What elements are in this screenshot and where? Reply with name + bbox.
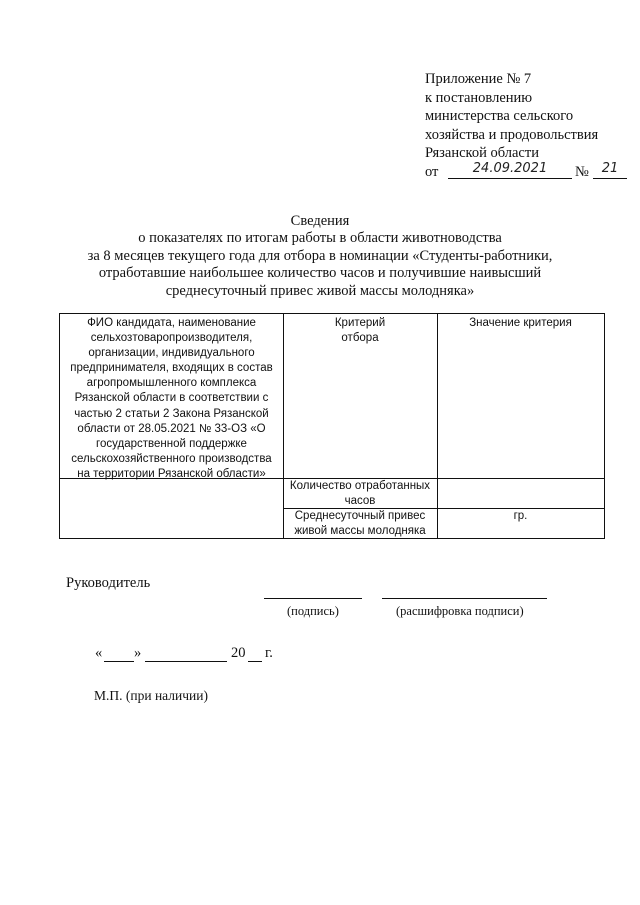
title-heading: Сведения [290,213,350,229]
appendix-line: Рязанской области [425,145,539,162]
value-daily-weight-gain: гр. [513,510,528,522]
decoding-caption: (расшифровка подписи) [396,604,524,618]
title-line: среднесуточный привес живой массы молодняка» [165,282,475,299]
header-line: Рязанской области в соответствии с [74,392,269,405]
title-line: отработавшие наибольшее количество часов и получившие наивысший [98,265,542,282]
date-prefix: от [425,163,439,180]
appendix-line: министерства сельского [425,108,574,125]
header-line: области от 28.05.2021 № 33-ОЗ «О [77,422,266,435]
resolution-number: 21 [593,160,627,179]
header-criterion [283,316,437,346]
month-blank [145,661,227,662]
criterion-hours-worked [283,479,437,509]
criterion-line: живой массы молодняка [294,525,426,538]
header-line: сельскохозяйственного производства [71,452,272,465]
header-line: Критерий [334,317,386,329]
appendix-line: хозяйства и продовольствия [425,126,599,143]
resolution-date: 24.09.2021 [448,160,572,179]
header-line: ФИО кандидата, наименование [87,317,256,329]
signature-caption: (подпись) [287,604,339,618]
criterion-line: Количество отработанных [289,480,431,492]
criterion-line: Среднесуточный привес [294,510,426,522]
decoding-line [382,598,547,599]
table-divider [437,314,438,538]
header-line: организации, индивидуального [88,347,255,360]
header-line: государственной поддержке [96,437,247,450]
day-blank [104,661,134,662]
appendix-title: Приложение № 7 [425,71,532,87]
title-line: о показателях по итогам работы в области животноводства [138,230,502,247]
year-blank [248,661,262,662]
date-open-quote: « [95,645,103,661]
head-label: Руководитель [66,575,151,591]
header-line: агропромышленного комплекса [86,377,257,390]
title-line: за 8 месяцев текущего года для отбора в номинации «Студенты-работники, [87,247,553,264]
year-suffix: г. [265,645,273,661]
stamp-note: М.П. (при наличии) [94,688,208,703]
year-prefix: 20 [231,645,246,661]
signature-line [264,598,362,599]
document-title [20,213,620,300]
criteria-table [59,313,605,539]
header-line: частью 2 статьи 2 Закона Рязанской [74,407,269,420]
header-line: предпринимателя, входящих в состав [70,362,273,375]
header-line: отбора [341,332,379,345]
appendix-date-line [425,160,625,182]
header-line: сельхозтоваропроизводителя, [90,332,253,345]
header-candidate-name [60,316,283,482]
header-line: Значение критерия [469,317,572,329]
number-prefix: № [575,163,589,180]
header-criterion-value [437,316,604,331]
date-close-quote: » [134,645,142,661]
appendix-line: к постановлению [425,89,533,106]
criterion-line: часов [344,495,376,508]
appendix-block [425,70,625,182]
header-line: на территории Рязанской области» [77,467,266,480]
criterion-daily-weight-gain [283,509,437,539]
